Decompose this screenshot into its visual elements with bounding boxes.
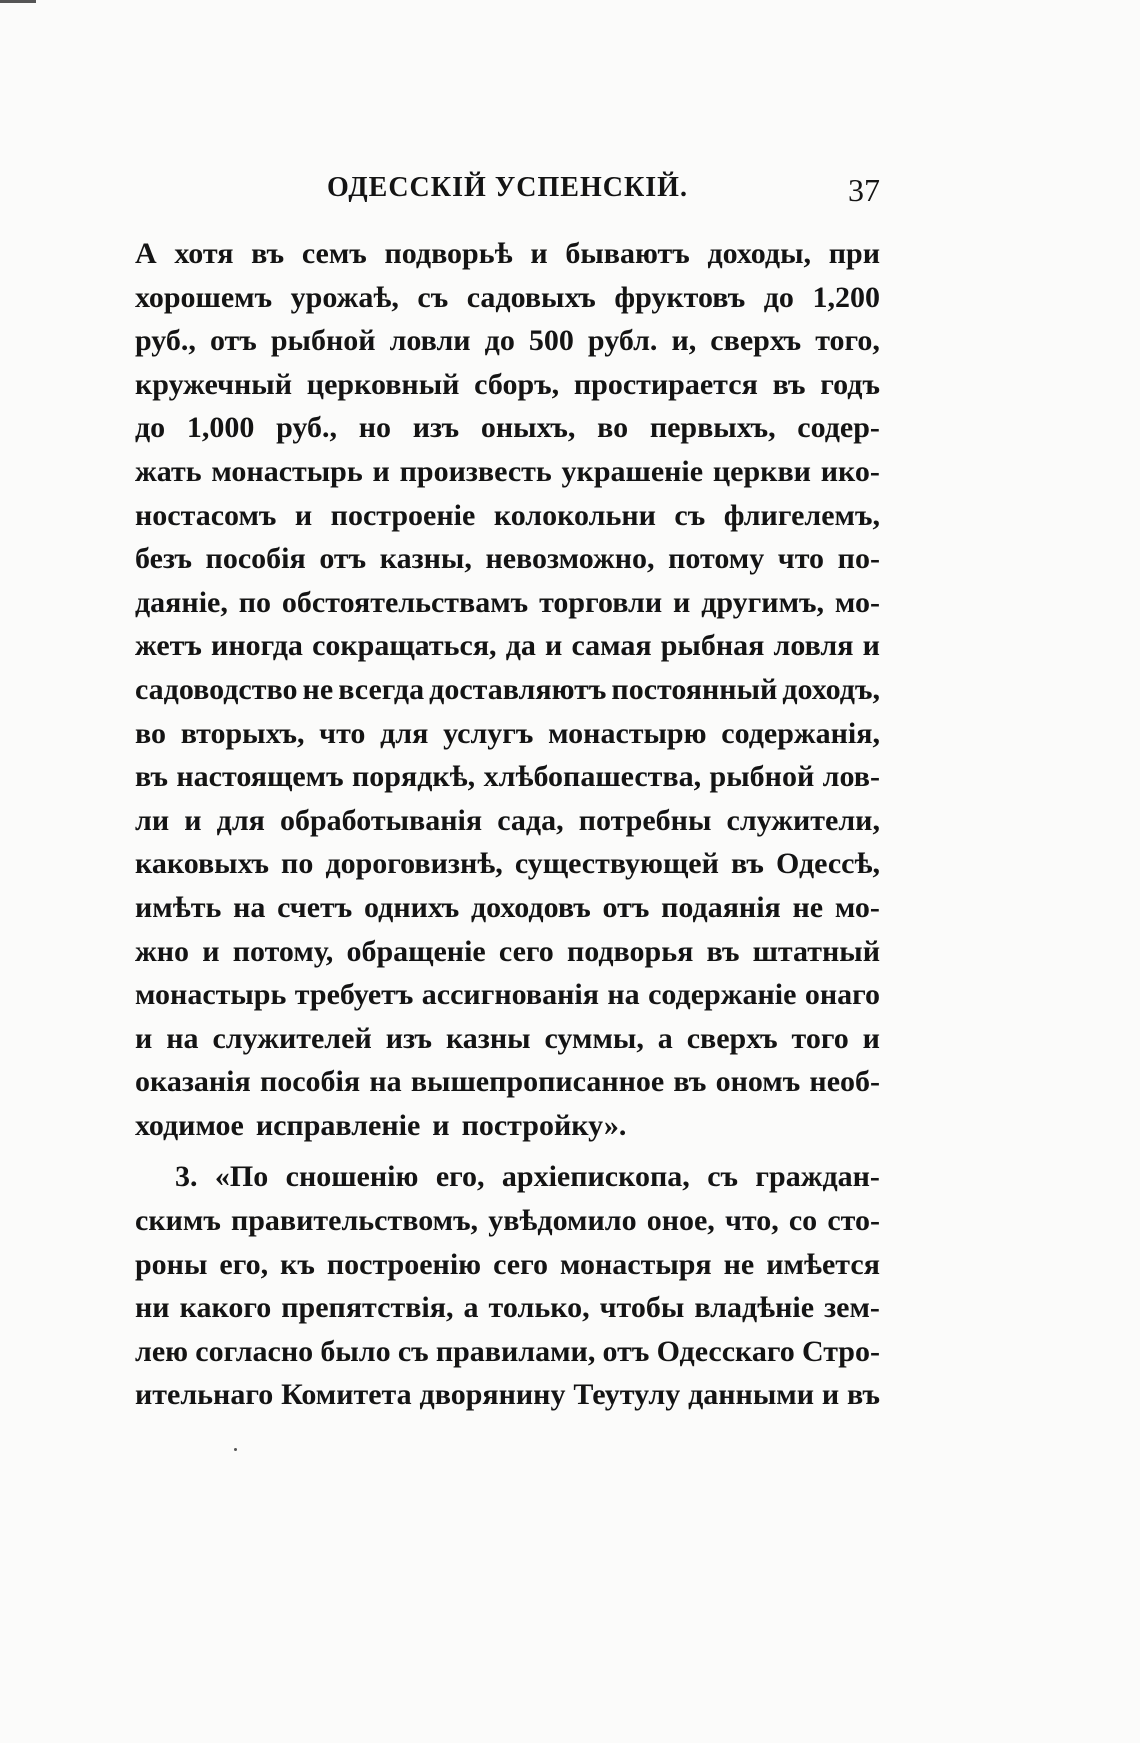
word: съ xyxy=(674,498,706,532)
word: хлѣбопашества, xyxy=(483,760,702,794)
word: согласно xyxy=(195,1334,314,1368)
word: какого xyxy=(179,1291,272,1325)
word: годъ xyxy=(820,367,880,401)
word: лов- xyxy=(822,760,880,794)
word: лею xyxy=(135,1334,189,1368)
word: для xyxy=(380,716,429,750)
word: рыбной xyxy=(709,760,815,794)
text-line xyxy=(135,450,880,494)
word: садоводство xyxy=(135,672,298,706)
word: торговли xyxy=(539,585,663,619)
word: имѣется xyxy=(766,1247,880,1281)
word: не xyxy=(792,890,824,924)
word: на xyxy=(166,1021,199,1055)
word: семъ xyxy=(301,237,367,270)
word: сего xyxy=(493,1247,548,1281)
word: 1,200 xyxy=(812,280,880,314)
text-line xyxy=(135,973,880,1017)
word: сокращаться, xyxy=(312,629,497,663)
word: самая xyxy=(571,629,652,663)
word: но xyxy=(358,411,392,445)
word: во xyxy=(135,716,166,750)
word: сто- xyxy=(827,1204,880,1238)
text-line xyxy=(135,930,880,974)
word: и xyxy=(184,803,202,837)
word: флигелемъ, xyxy=(723,498,880,532)
running-title: ОДЕССКІЙ УСПЕНСКІЙ. xyxy=(327,172,688,203)
word: для xyxy=(216,803,265,837)
word: монастырю xyxy=(548,716,707,750)
text-line xyxy=(135,1286,880,1330)
word: въ xyxy=(251,237,285,270)
word: и xyxy=(862,629,880,663)
text-line xyxy=(135,668,880,712)
word: въ xyxy=(772,367,806,401)
word: до xyxy=(763,280,794,314)
word: построенію xyxy=(326,1247,482,1281)
word: что, xyxy=(724,1204,779,1238)
word: онаго xyxy=(804,978,880,1012)
speck xyxy=(234,1448,237,1451)
word: услугъ xyxy=(443,716,534,750)
paragraph xyxy=(135,1155,880,1417)
word: съ xyxy=(707,1160,739,1194)
word: въ xyxy=(706,934,740,968)
word: отъ xyxy=(209,324,257,358)
word: украшеніе xyxy=(561,454,704,488)
word: ловля xyxy=(773,629,854,663)
text-line xyxy=(135,406,880,450)
word: вышепрописанное xyxy=(410,1065,665,1099)
text-line xyxy=(135,1104,880,1148)
word: его, xyxy=(435,1160,485,1194)
text-line xyxy=(135,232,880,276)
word: доходъ, xyxy=(782,672,880,706)
text-line xyxy=(135,1155,880,1199)
word: архіепископа, xyxy=(501,1160,690,1194)
text-line xyxy=(135,537,880,581)
word: 1,000 xyxy=(186,411,255,445)
word: оныхъ, xyxy=(480,411,576,445)
word: невозможно, xyxy=(485,542,655,576)
word: рыбной xyxy=(270,324,376,358)
word: граждан- xyxy=(755,1160,880,1194)
word: жетъ xyxy=(135,629,202,663)
word: да xyxy=(505,629,536,663)
word: обработыванія xyxy=(280,803,483,837)
word: и xyxy=(862,1021,880,1055)
word: оное, xyxy=(646,1204,715,1238)
word: до xyxy=(135,411,166,445)
word: съ xyxy=(417,280,449,314)
word: со xyxy=(788,1204,818,1238)
word: при xyxy=(828,237,880,270)
word: того xyxy=(791,1021,849,1055)
text-line xyxy=(135,624,880,668)
scan-edge-mark xyxy=(0,0,36,3)
word: штатный xyxy=(752,934,880,968)
word: монастыря xyxy=(559,1247,712,1281)
word: отъ xyxy=(602,1334,650,1368)
word: фруктовъ xyxy=(614,280,746,314)
word: доходовъ xyxy=(470,890,591,924)
word: и, xyxy=(671,324,697,358)
word: ни xyxy=(135,1291,170,1325)
running-header xyxy=(135,172,880,220)
word: и xyxy=(294,498,313,532)
word: ономъ xyxy=(715,1065,801,1099)
paragraph xyxy=(135,232,880,1147)
word: 3. xyxy=(175,1160,198,1194)
word: потребны xyxy=(578,803,712,837)
text-line xyxy=(135,363,880,407)
word: необ- xyxy=(809,1065,880,1099)
word: его, xyxy=(219,1247,269,1281)
word: сверхъ xyxy=(710,324,802,358)
word: по xyxy=(281,847,314,881)
word: изъ xyxy=(412,411,460,445)
word: 500 xyxy=(528,324,574,358)
word: а xyxy=(463,1291,479,1325)
text-line xyxy=(135,1243,880,1287)
word: изъ xyxy=(385,1021,433,1055)
word: на xyxy=(369,1065,402,1099)
word: руб., xyxy=(276,411,338,445)
word: мо- xyxy=(834,585,880,619)
word: Теутулу xyxy=(573,1378,681,1412)
word: увѣдомило xyxy=(488,1204,637,1238)
word: и xyxy=(545,629,563,663)
word: монастырь xyxy=(211,454,363,488)
text-line xyxy=(135,276,880,320)
word: колокольни xyxy=(493,498,656,532)
word: казны, xyxy=(379,542,472,576)
word: бываютъ xyxy=(565,237,690,270)
word: монастырь xyxy=(135,978,287,1012)
word: пособія xyxy=(205,542,306,576)
word: и xyxy=(673,585,691,619)
word: жать xyxy=(135,454,202,488)
word: подаянія xyxy=(661,890,781,924)
word: сада, xyxy=(497,803,564,837)
word: обращеніе xyxy=(346,934,486,968)
word: руб., xyxy=(135,324,196,358)
word: данными xyxy=(688,1378,814,1412)
word: каковыхъ xyxy=(135,847,269,881)
word: потому xyxy=(668,542,765,576)
word: сверхъ xyxy=(686,1021,778,1055)
word: хотя xyxy=(174,237,234,270)
word: сборъ, xyxy=(474,367,560,401)
word: вторыхъ, xyxy=(180,716,305,750)
word: дороговизнѣ, xyxy=(325,847,503,881)
word: счетъ xyxy=(277,890,353,924)
word: что xyxy=(319,716,366,750)
paragraph-gap xyxy=(135,1147,880,1155)
word: ходимое xyxy=(135,1108,244,1142)
word: постоянный xyxy=(611,672,778,706)
word: на xyxy=(233,890,266,924)
word: а xyxy=(657,1021,673,1055)
word: ловли xyxy=(389,324,471,358)
word: и xyxy=(135,1021,153,1055)
text-line xyxy=(135,842,880,886)
word: ико- xyxy=(820,454,880,488)
word: хорошемъ xyxy=(135,280,273,314)
word: чтобы xyxy=(599,1291,685,1325)
word: по xyxy=(238,585,272,619)
word: подворьѣ xyxy=(384,237,513,270)
word: Одесскаго xyxy=(656,1334,795,1368)
word: Стро- xyxy=(801,1334,880,1368)
word: того, xyxy=(815,324,880,358)
word: церковный xyxy=(306,367,460,401)
word: сношенію xyxy=(285,1160,419,1194)
word: суммы, xyxy=(544,1021,644,1055)
text-line xyxy=(135,494,880,538)
word: обстоятельствамъ xyxy=(281,585,529,619)
word: простирается xyxy=(573,367,758,401)
word: не xyxy=(302,672,334,706)
text-line xyxy=(135,799,880,843)
word: зем- xyxy=(824,1291,880,1325)
word: и xyxy=(821,1378,840,1412)
word: содер- xyxy=(797,411,880,445)
word: рубл. xyxy=(587,324,658,358)
word: потому, xyxy=(232,934,334,968)
word: «По xyxy=(214,1160,269,1194)
word: къ xyxy=(280,1247,315,1281)
page-number: 37 xyxy=(848,172,880,208)
word: и xyxy=(530,237,548,270)
word: безъ xyxy=(135,542,192,576)
word: оказанія xyxy=(135,1065,251,1099)
word: правилами, xyxy=(435,1334,596,1368)
word: владѣніе xyxy=(694,1291,815,1325)
word: всегда xyxy=(338,672,425,706)
word: мо- xyxy=(834,890,880,924)
word: препятствія, xyxy=(281,1291,454,1325)
text-line xyxy=(135,1199,880,1243)
word: казны xyxy=(445,1021,531,1055)
word: содержанія, xyxy=(721,716,880,750)
word: по- xyxy=(837,542,880,576)
word: церкви xyxy=(712,454,811,488)
word: даяніе, xyxy=(135,585,228,619)
word: не xyxy=(723,1247,755,1281)
word: въ xyxy=(673,1065,707,1099)
word: сего xyxy=(498,934,554,968)
word: правительствомъ, xyxy=(230,1204,479,1238)
text-line xyxy=(135,886,880,930)
word: только, xyxy=(488,1291,590,1325)
word: до xyxy=(484,324,515,358)
word: доходы, xyxy=(707,237,811,270)
body-text xyxy=(135,232,880,1417)
word: подворья xyxy=(566,934,694,968)
word: другимъ, xyxy=(701,585,825,619)
word: служителей xyxy=(212,1021,372,1055)
word: что xyxy=(777,542,825,576)
word: настоящемъ xyxy=(176,760,344,794)
text-line xyxy=(135,712,880,756)
word: жно xyxy=(135,934,190,968)
word: имѣть xyxy=(135,890,222,924)
word: однихъ xyxy=(364,890,460,924)
word: садовыхъ xyxy=(466,280,596,314)
word: первыхъ, xyxy=(649,411,776,445)
word: съ xyxy=(397,1334,429,1368)
word: ностасомъ xyxy=(135,498,277,532)
word: порядкѣ, xyxy=(352,760,476,794)
word: въ xyxy=(730,847,764,881)
word: дворянину xyxy=(419,1378,566,1412)
word: служители, xyxy=(726,803,880,837)
word: въ xyxy=(135,760,168,794)
word: скимъ xyxy=(135,1204,221,1238)
text-line xyxy=(135,1373,880,1417)
word: Одессѣ, xyxy=(776,847,880,881)
word: и xyxy=(432,1108,450,1142)
word: въ xyxy=(847,1378,880,1412)
word: отъ xyxy=(602,890,650,924)
word: кружечный xyxy=(135,367,293,401)
word: пособія xyxy=(259,1065,361,1099)
word: Комитета xyxy=(281,1378,412,1412)
word: построеніе xyxy=(330,498,476,532)
word: содержаніе xyxy=(648,978,797,1012)
text-line xyxy=(135,319,880,363)
word: постройку». xyxy=(461,1108,627,1142)
word: требуетъ xyxy=(294,978,414,1012)
text-line xyxy=(135,755,880,799)
word: иногда xyxy=(211,629,303,663)
word: урожаѣ, xyxy=(290,280,399,314)
word: рыбная xyxy=(660,629,765,663)
word: отъ xyxy=(319,542,367,576)
text-line xyxy=(135,1060,880,1104)
word: исправленіе xyxy=(255,1108,421,1142)
text-line xyxy=(135,1017,880,1061)
word: ительнаго xyxy=(135,1378,274,1412)
word: роны xyxy=(135,1247,208,1281)
word: ассигнованія xyxy=(421,978,599,1012)
word: на xyxy=(607,978,640,1012)
word: и xyxy=(202,934,220,968)
word: было xyxy=(320,1334,391,1368)
word: и xyxy=(372,454,390,488)
word: произвесть xyxy=(399,454,552,488)
word: существующей xyxy=(514,847,719,881)
word: во xyxy=(597,411,629,445)
word: доставляютъ xyxy=(429,672,607,706)
word: ли xyxy=(135,803,170,837)
text-line xyxy=(135,1330,880,1374)
word: А xyxy=(135,237,157,270)
text-line xyxy=(135,581,880,625)
